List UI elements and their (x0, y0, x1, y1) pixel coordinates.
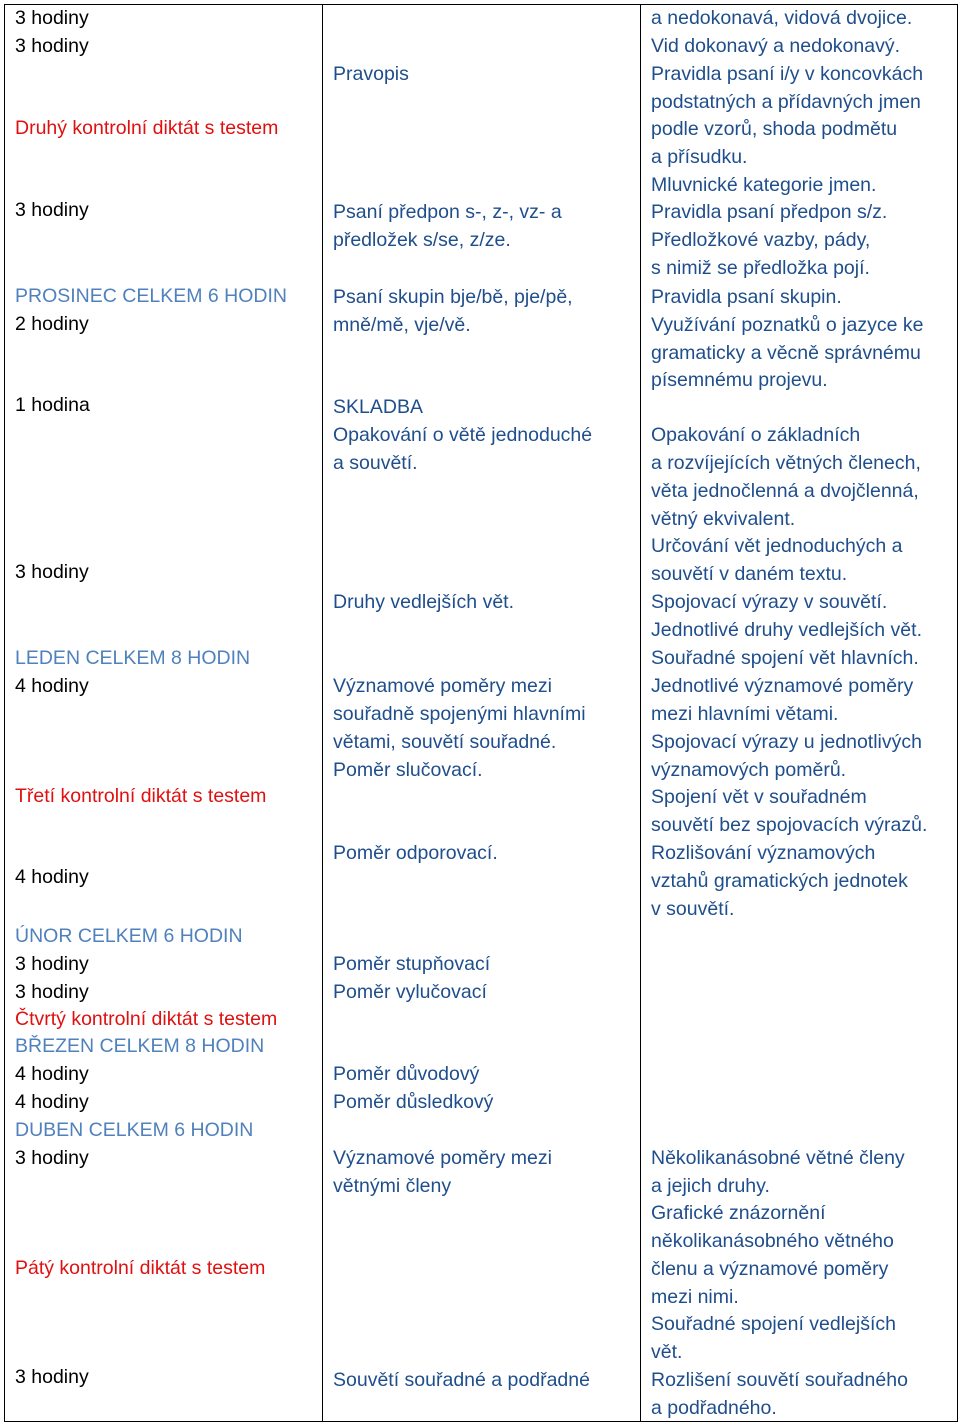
outcome-text: Mluvnické kategorie jmen. (651, 174, 877, 196)
outcome-text: několikanásobného větného (651, 1230, 894, 1252)
outcome-text: Rozlišování významových (651, 842, 876, 864)
outcome-text: Souřadné spojení vět hlavních. (651, 647, 919, 669)
topic-text: Druhy vedlejších vět. (333, 591, 514, 613)
topic-text: a souvětí. (333, 452, 418, 474)
hours-entry: 3 hodiny (15, 1147, 89, 1169)
outcome-text: Spojovací výrazy u jednotlivých (651, 731, 922, 753)
outcome-text: v souvětí. (651, 898, 735, 920)
topic-text: Poměr odporovací. (333, 842, 498, 864)
hours-entry: 3 hodiny (15, 199, 89, 221)
outcome-text: Grafické znázornění (651, 1202, 826, 1224)
topic-text: Poměr stupňovací (333, 953, 491, 975)
outcome-text: Několikanásobné větné členy (651, 1147, 905, 1169)
outcome-text: Souřadné spojení vedlejších (651, 1313, 896, 1335)
dictation-test-label: Čtvrtý kontrolní diktát s testem (15, 1008, 278, 1030)
month-total-label: PROSINEC CELKEM 6 HODIN (15, 285, 287, 307)
month-total-label: ÚNOR CELKEM 6 HODIN (15, 925, 243, 947)
outcome-text: vět. (651, 1341, 683, 1363)
topic-text: mně/mě, vje/vě. (333, 314, 471, 336)
hours-entry: 3 hodiny (15, 561, 89, 583)
outcome-text: a přísudku. (651, 146, 748, 168)
hours-entry: 3 hodiny (15, 35, 89, 57)
table-border (957, 4, 958, 1422)
dictation-test-label: Pátý kontrolní diktát s testem (15, 1257, 266, 1279)
month-total-label: BŘEZEN CELKEM 8 HODIN (15, 1035, 265, 1057)
topic-text: Psaní skupin bje/bě, pje/pě, (333, 286, 573, 308)
outcome-text: Pravidla psaní skupin. (651, 286, 842, 308)
outcome-text: Jednotlivé významové poměry (651, 675, 914, 697)
topic-text: větnými členy (333, 1175, 452, 1197)
hours-entry: 4 hodiny (15, 866, 89, 888)
hours-entry: 4 hodiny (15, 1063, 89, 1085)
table-border (4, 4, 5, 1422)
topic-text: Poměr slučovací. (333, 759, 483, 781)
outcome-text: gramaticky a věcně správnému (651, 342, 921, 364)
outcome-text: členu a významové poměry (651, 1258, 889, 1280)
topic-text: Poměr důvodový (333, 1063, 480, 1085)
topic-text: souřadně spojenými hlavními (333, 703, 586, 725)
dictation-test-label: Druhý kontrolní diktát s testem (15, 117, 279, 139)
outcome-text: Rozlišení souvětí souřadného (651, 1369, 908, 1391)
topic-text: větami, souvětí souřadné. (333, 731, 557, 753)
outcome-text: a nedokonavá, vidová dvojice. (651, 7, 913, 29)
topic-text: Významové poměry mezi (333, 1147, 552, 1169)
topic-text: Opakování o větě jednoduché (333, 424, 593, 446)
hours-entry: 4 hodiny (15, 675, 89, 697)
outcome-text: mezi nimi. (651, 1286, 739, 1308)
topic-text: Psaní předpon s-, z-, vz- a (333, 201, 562, 223)
outcome-text: Pravidla psaní i/y v koncovkách (651, 63, 924, 85)
outcome-text: vztahů gramatických jednotek (651, 870, 908, 892)
table-border (4, 1421, 958, 1422)
outcome-text: věta jednočlenná a dvojčlenná, (651, 480, 919, 502)
outcome-text: a rozvíjejících větných členech, (651, 452, 921, 474)
outcome-text: podle vzorů, shoda podmětu (651, 118, 898, 140)
outcome-text: podstatných a přídavných jmen (651, 91, 921, 113)
hours-entry: 3 hodiny (15, 1366, 89, 1388)
outcome-text: Vid dokonavý a nedokonavý. (651, 35, 900, 57)
outcome-text: Jednotlivé druhy vedlejších vět. (651, 619, 922, 641)
topic-text: Souvětí souřadné a podřadné (333, 1369, 590, 1391)
hours-entry: 1 hodina (15, 394, 90, 416)
topic-text: Významové poměry mezi (333, 675, 552, 697)
hours-entry: 3 hodiny (15, 7, 89, 29)
outcome-text: písemnému projevu. (651, 369, 828, 391)
month-total-label: LEDEN CELKEM 8 HODIN (15, 647, 251, 669)
outcome-text: Pravidla psaní předpon s/z. (651, 201, 888, 223)
month-total-label: DUBEN CELKEM 6 HODIN (15, 1119, 254, 1141)
outcome-text: Využívání poznatků o jazyce ke (651, 314, 924, 336)
outcome-text: Spojovací výrazy v souvětí. (651, 591, 888, 613)
outcome-text: Určování vět jednoduchých a (651, 535, 903, 557)
dictation-test-label: Třetí kontrolní diktát s testem (15, 785, 267, 807)
outcome-text: mezi hlavními větami. (651, 703, 839, 725)
outcome-text: souvětí bez spojovacích výrazů. (651, 814, 928, 836)
hours-entry: 2 hodiny (15, 313, 89, 335)
outcome-text: a jejich druhy. (651, 1175, 770, 1197)
topic-text: předložek s/se, z/ze. (333, 229, 511, 251)
topic-text: Poměr vylučovací (333, 981, 487, 1003)
hours-entry: 4 hodiny (15, 1091, 89, 1113)
topic-text: Poměr důsledkový (333, 1091, 494, 1113)
hours-entry: 3 hodiny (15, 953, 89, 975)
outcome-text: souvětí v daném textu. (651, 563, 848, 585)
outcome-text: větný ekvivalent. (651, 508, 796, 530)
outcome-text: Předložkové vazby, pády, (651, 229, 871, 251)
column-divider (322, 4, 323, 1422)
outcome-text: Opakování o základních (651, 424, 861, 446)
column-divider (640, 4, 641, 1422)
outcome-text: Spojení vět v souřadném (651, 786, 867, 808)
section-heading: SKLADBA (333, 396, 423, 418)
outcome-text: významových poměrů. (651, 759, 847, 781)
outcome-text: s nimiž se předložka pojí. (651, 257, 870, 279)
topic-text: Pravopis (333, 63, 409, 85)
hours-entry: 3 hodiny (15, 981, 89, 1003)
outcome-text: a podřadného. (651, 1397, 777, 1419)
